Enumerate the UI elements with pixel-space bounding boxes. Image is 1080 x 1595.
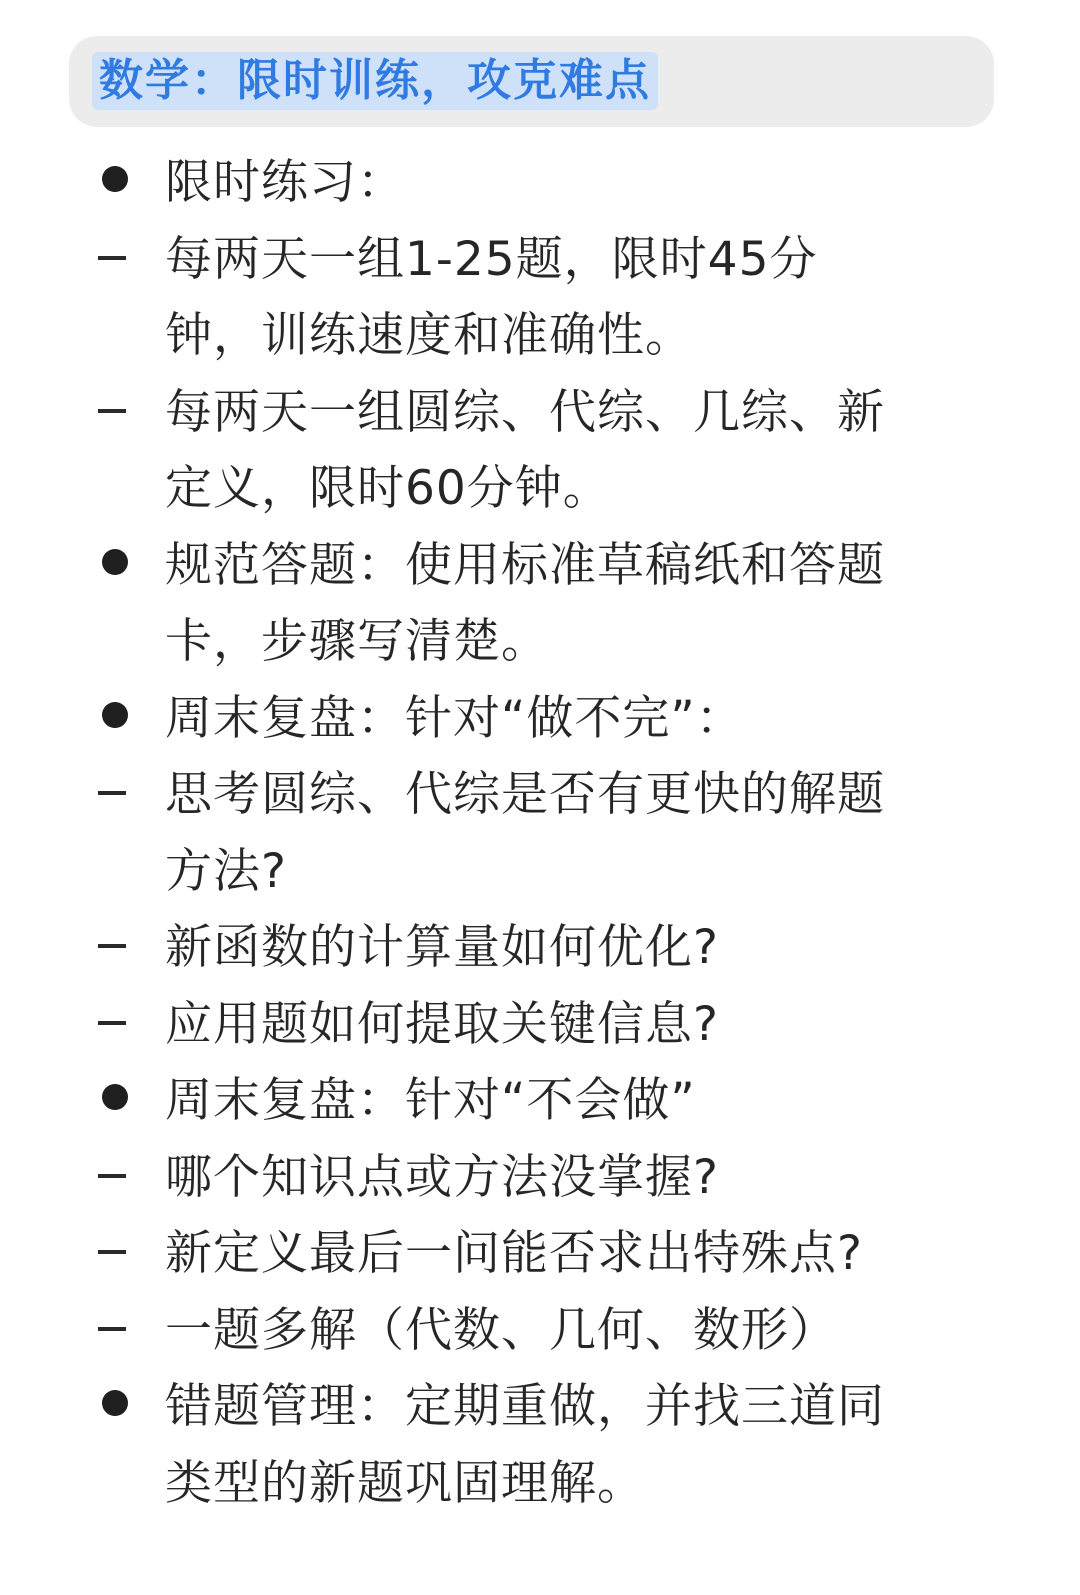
- sub-item-text: 每两天一组圆综、代综、几综、新 定义，限时60分钟。: [165, 384, 885, 516]
- dash-marker: [96, 987, 136, 1063]
- study-plan-list: [0, 145, 1080, 1522]
- sub-item-text: 哪个知识点或方法没掌握?: [165, 1149, 719, 1205]
- bullet-dot-icon: [102, 549, 128, 575]
- sub-item: [0, 910, 1080, 987]
- heading-highlight: [92, 52, 658, 110]
- sub-item: [0, 222, 1080, 375]
- sub-item: [0, 1293, 1080, 1370]
- bullet-marker: [96, 1369, 136, 1445]
- list-item-mistakes: [0, 1369, 1080, 1522]
- sub-item: [0, 1216, 1080, 1293]
- list-item-text: 规范答题：使用标准草稿纸和答题 卡，步骤写清楚。: [165, 537, 885, 669]
- dash-marker: [96, 375, 136, 451]
- sub-item-text: 每两天一组1-25题，限时45分 钟，训练速度和准确性。: [165, 231, 818, 363]
- list-item-practice: [0, 145, 1080, 222]
- dash-icon: [98, 1327, 126, 1331]
- sub-item: [0, 757, 1080, 910]
- list-item-review-unfinished: [0, 681, 1080, 758]
- sub-item-text: 新函数的计算量如何优化?: [165, 920, 719, 975]
- bullet-marker: [96, 681, 136, 757]
- list-item-text: 周末复盘：针对“不会做”: [165, 1073, 696, 1128]
- sub-item: [0, 987, 1080, 1064]
- bullet-marker: [96, 145, 136, 221]
- dash-icon: [98, 1174, 126, 1178]
- sub-item-text: 新定义最后一问能否求出特殊点?: [165, 1226, 863, 1281]
- dash-icon: [98, 791, 126, 795]
- dash-marker: [96, 1216, 136, 1292]
- dash-marker: [96, 1140, 136, 1216]
- dash-icon: [98, 409, 126, 413]
- list-item-text: 限时练习：: [165, 155, 405, 210]
- section-heading-block: [69, 36, 994, 127]
- bullet-dot-icon: [102, 702, 128, 728]
- dash-marker: [96, 757, 136, 833]
- dash-icon: [98, 944, 126, 948]
- sub-item: [0, 1140, 1080, 1217]
- list-item-text: 错题管理：定期重做，并找三道同 类型的新题巩固理解。: [165, 1379, 885, 1511]
- dash-icon: [98, 1250, 126, 1254]
- section-heading: 数学：限时训练，攻克难点: [99, 55, 651, 106]
- bullet-dot-icon: [102, 1084, 128, 1110]
- bullet-dot-icon: [102, 1390, 128, 1416]
- dash-marker: [96, 222, 136, 298]
- list-item-answering: [0, 528, 1080, 681]
- list-item-text: 周末复盘：针对“做不完”：: [165, 690, 744, 746]
- bullet-marker: [96, 1063, 136, 1139]
- dash-icon: [98, 256, 126, 260]
- sub-item: [0, 375, 1080, 528]
- bullet-marker: [96, 528, 136, 604]
- dash-marker: [96, 1293, 136, 1369]
- sub-item-text: 一题多解（代数、几何、数形）: [165, 1302, 837, 1358]
- sub-item-text: 思考圆综、代综是否有更快的解题 方法?: [165, 767, 885, 899]
- sub-item-text: 应用题如何提取关键信息?: [165, 996, 719, 1052]
- dash-marker: [96, 910, 136, 986]
- list-item-review-unknown: [0, 1063, 1080, 1140]
- dash-icon: [98, 1021, 126, 1025]
- bullet-dot-icon: [102, 166, 128, 192]
